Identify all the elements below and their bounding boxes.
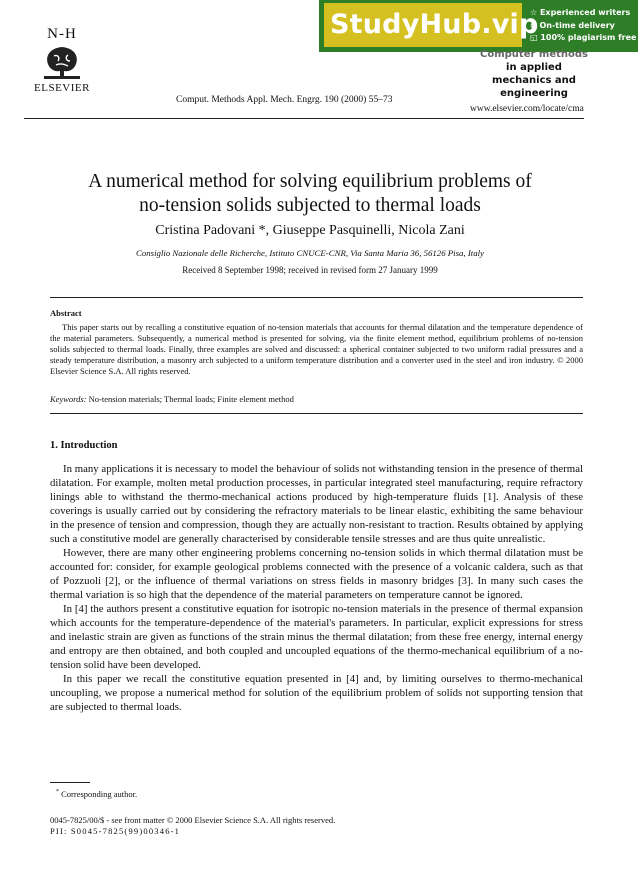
studyhub-brand: StudyHub.vip xyxy=(330,9,539,40)
paragraph: In [4] the authors present a constitutive equation for isotropic no-tension materials in the presence of thermal expansion which accounts for the temperature-dependence of the material's parameters. In particular, explicit expressions for stress and inelastic strain are given as functions of the strain minus the thermal dilatation; from these free energy, internal energy and entropy are then obtained, and both coupled and uncoupled equations of the thermo-mechanical equilibrium of a no-tension solid have been developed. xyxy=(50,603,583,671)
footnote-rule xyxy=(50,782,90,783)
footnote-mark: * xyxy=(56,789,59,795)
keywords xyxy=(50,394,294,405)
publisher-name: ELSEVIER xyxy=(34,82,90,94)
introduction-body xyxy=(50,462,583,714)
title-line-1: A numerical method for solving equilibrium problems of xyxy=(88,171,532,192)
abstract-heading: Abstract xyxy=(50,308,82,318)
journal-title-line: engineering xyxy=(500,88,568,99)
studyhub-logo[interactable] xyxy=(324,3,539,47)
journal-title xyxy=(474,48,594,100)
elsevier-tree-icon xyxy=(40,44,84,80)
feature-delivery: ⊙ On-time delivery xyxy=(530,20,615,30)
footnote xyxy=(56,787,137,800)
paragraph: In many applications it is necessary to model the behaviour of solids not withstanding tension in the presence of thermal dilatation. For example, molten metal production processes, in particular integrated steel manufacturing, require refractory linings able to withstand the thermo-mechanical actions produced by high-temperature fluids [1]. Analysis of these coverings is usually carried out by considering the refractory materials to be linear elastic, exhibiting the same behaviour in the presence of tension and compression, though they are actually non-resistant to traction. Results obtained by applying such a constitutive model are generally characterised by considerable tensile stresses and are thus quite unrealistic. xyxy=(50,463,583,545)
banner-features xyxy=(530,7,636,45)
journal-title-line: mechanics and xyxy=(492,75,576,86)
journal-title-line: Computer methods xyxy=(480,49,588,60)
title-line-2: no-tension solids subjected to thermal loads xyxy=(139,195,481,216)
abstract-text: This paper starts out by recalling a constitutive equation of no-tension materials that accounts for thermal dilatation and the temperature dependence of the material parameters. Subsequently, a numerical method is presented for solving, via the finite element method, equilibrium problems of no-tension solids subjected to thermal loads. Finally, three examples are solved and discussed: a spherical container subjected to two uniform radial pressures and a steady temperature distribution, a masonry arch subjected to a uniform temperature distribution and a converter used in the steel and iron industry. © 2000 Elsevier Science S.A. All rights reserved. xyxy=(50,322,583,377)
author-list: Cristina Padovani *, Giuseppe Pasquinelli, Nicola Zani xyxy=(155,223,465,238)
section-heading: 1. Introduction xyxy=(50,440,118,451)
pii: PII: S0045-7825(99)00346-1 xyxy=(50,826,181,836)
footnote-text: Corresponding author. xyxy=(61,788,138,799)
keywords-list: No-tension materials; Thermal loads; Finite element method xyxy=(88,394,294,404)
keywords-label: Keywords: xyxy=(50,394,87,404)
ad-banner[interactable] xyxy=(319,0,638,52)
journal-citation: Comput. Methods Appl. Mech. Engrg. 190 (2000) 55–73 xyxy=(176,95,393,105)
affiliation: Consiglio Nazionale delle Richerche, Istituto CNUCE-CNR, Via Santa Maria 36, 56126 Pisa, Italy xyxy=(136,248,484,258)
received-dates: Received 8 September 1998; received in revised form 27 January 1999 xyxy=(182,265,438,275)
abstract-top-rule xyxy=(50,297,583,298)
journal-title-line: in applied xyxy=(506,62,562,73)
elsevier-logo xyxy=(24,26,100,94)
feature-writers: ☆ Experienced writers xyxy=(530,8,631,17)
front-matter: 0045-7825/00/$ - see front matter © 2000 Elsevier Science S.A. All rights reserved. xyxy=(50,815,336,825)
header-rule xyxy=(24,118,584,119)
journal-url[interactable]: www.elsevier.com/locate/cma xyxy=(470,104,584,114)
abstract-bottom-rule xyxy=(50,413,583,414)
paragraph: In this paper we recall the constitutive equation presented in [4] and, by limiting ourselves to thermo-mechanical uncoupling, we propose a numerical method for solution of the equilibrium problem of solids not supporting tension that are subjected to thermal loads. xyxy=(50,673,583,713)
article-title xyxy=(40,170,580,218)
feature-plagiarism: ◱ 100% plagiarism free xyxy=(530,33,637,42)
nh-monogram: N-H xyxy=(47,26,77,42)
paragraph: However, there are many other engineering problems concerning no-tension solids in which thermal dilatation must be accounted for: consider, for example geological problems connected with the presence of a volcanic caldera, such as that of Pozzuoli [2], or the influence of thermal variations on stress fields in masonry bridges [3]. In many such cases the thermal variation is so high that the dependence of the material parameters on temperature cannot be ignored. xyxy=(50,547,583,601)
